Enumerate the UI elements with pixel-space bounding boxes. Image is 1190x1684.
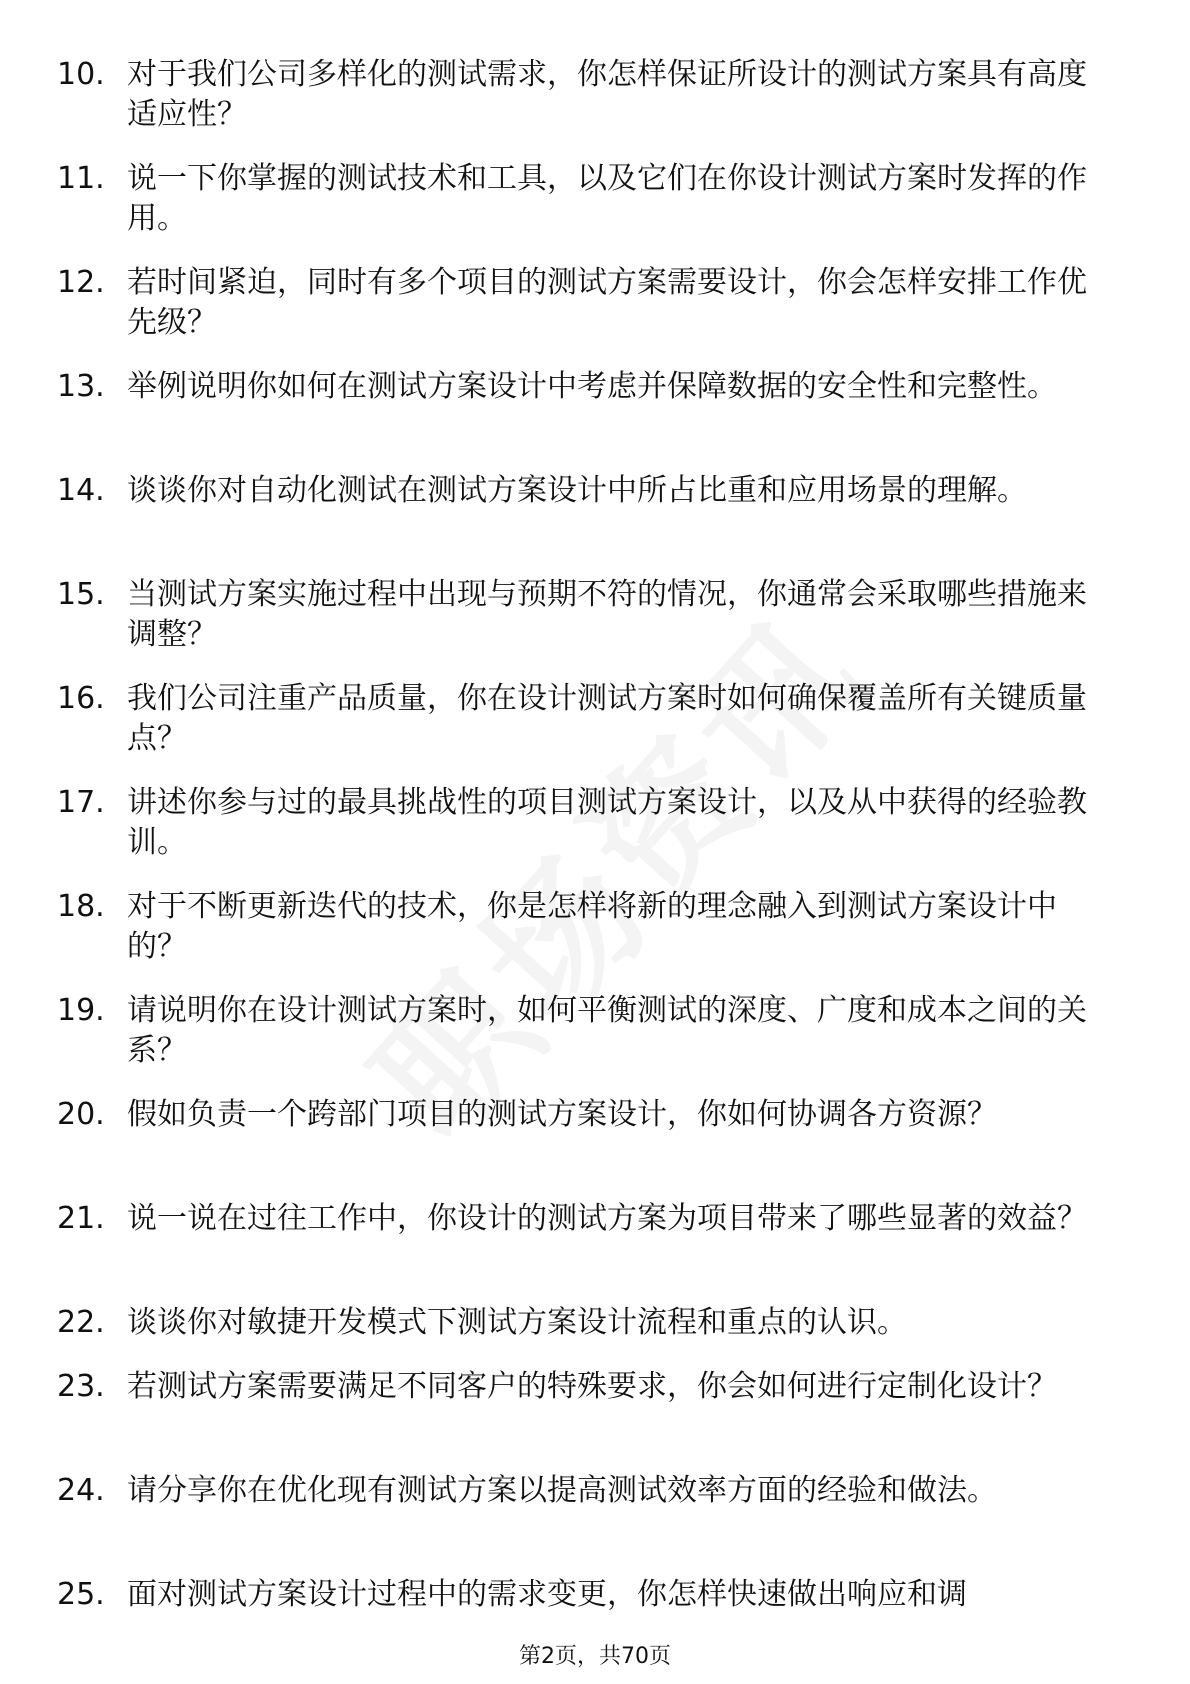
question-text: 请说明你在设计测试方案时，如何平衡测试的深度、广度和成本之间的关系？: [127, 993, 1087, 1068]
question-text: 谈谈你对敏捷开发模式下测试方案设计流程和重点的认识。: [127, 1305, 907, 1340]
question-item: [57, 1303, 1107, 1367]
question-text: 对于不断更新迭代的技术，你是怎样将新的理念融入到测试方案设计中的？: [127, 889, 1057, 964]
question-number: 21.: [57, 1201, 105, 1236]
question-item: [57, 887, 1107, 991]
question-text: 若测试方案需要满足不同客户的特殊要求，你会如何进行定制化设计？: [127, 1369, 1057, 1404]
question-item: [57, 1575, 1107, 1635]
question-item: [57, 55, 1107, 159]
question-text: 若时间紧迫，同时有多个项目的测试方案需要设计，你会怎样安排工作优先级？: [127, 265, 1087, 340]
page-footer: 第2页，共70页: [519, 1644, 671, 1669]
question-item: [57, 1367, 1107, 1471]
question-number: 16.: [57, 681, 105, 716]
question-item: [57, 263, 1107, 367]
question-number: 22.: [57, 1305, 105, 1340]
question-number: 11.: [57, 161, 105, 196]
question-item: [57, 159, 1107, 263]
question-item: [57, 783, 1107, 887]
question-text: 假如负责一个跨部门项目的测试方案设计，你如何协调各方资源？: [127, 1097, 997, 1132]
question-text: 说一说在过往工作中，你设计的测试方案为项目带来了哪些显著的效益？: [127, 1201, 1087, 1236]
question-number: 13.: [57, 369, 105, 404]
question-text: 讲述你参与过的最具挑战性的项目测试方案设计，以及从中获得的经验教训。: [127, 785, 1087, 860]
question-number: 14.: [57, 473, 105, 508]
question-text: 举例说明你如何在测试方案设计中考虑并保障数据的安全性和完整性。: [127, 369, 1057, 404]
question-number: 15.: [57, 577, 105, 612]
question-number: 19.: [57, 993, 105, 1028]
question-item: [57, 367, 1107, 471]
question-list: [57, 55, 1107, 1635]
question-text: 我们公司注重产品质量，你在设计测试方案时如何确保覆盖所有关键质量点？: [127, 681, 1087, 756]
question-number: 12.: [57, 265, 105, 300]
question-item: [57, 679, 1107, 783]
question-item: [57, 991, 1107, 1095]
question-number: 10.: [57, 57, 105, 92]
question-text: 对于我们公司多样化的测试需求，你怎样保证所设计的测试方案具有高度适应性？: [127, 57, 1087, 132]
question-item: [57, 575, 1107, 679]
question-text: 请分享你在优化现有测试方案以提高测试效率方面的经验和做法。: [127, 1473, 997, 1508]
question-text: 谈谈你对自动化测试在测试方案设计中所占比重和应用场景的理解。: [127, 473, 1027, 508]
question-text: 面对测试方案设计过程中的需求变更，你怎样快速做出响应和调: [127, 1577, 967, 1612]
question-item: [57, 1199, 1107, 1303]
question-item: [57, 1095, 1107, 1199]
question-text: 当测试方案实施过程中出现与预期不符的情况，你通常会采取哪些措施来调整？: [127, 577, 1087, 652]
question-number: 18.: [57, 889, 105, 924]
question-number: 20.: [57, 1097, 105, 1132]
question-item: [57, 1471, 1107, 1575]
question-number: 23.: [57, 1369, 105, 1404]
question-number: 25.: [57, 1577, 105, 1612]
question-number: 24.: [57, 1473, 105, 1508]
question-number: 17.: [57, 785, 105, 820]
question-text: 说一下你掌握的测试技术和工具，以及它们在你设计测试方案时发挥的作用。: [127, 161, 1087, 236]
question-item: [57, 471, 1107, 575]
